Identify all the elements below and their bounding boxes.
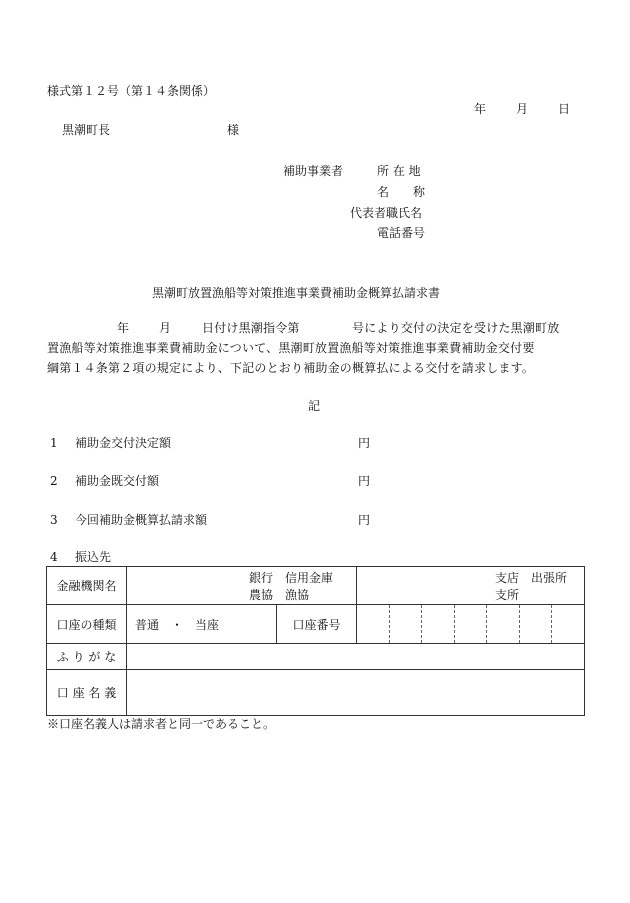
branch-types-2: 支所: [495, 587, 520, 602]
account-types[interactable]: 普通 ・ 当座: [127, 605, 277, 644]
body-month: 月: [159, 321, 172, 335]
furigana-row: [47, 644, 585, 670]
representative-label: 代表者職氏名: [350, 206, 423, 220]
digit-box[interactable]: [551, 605, 584, 643]
digit-box[interactable]: [486, 605, 519, 643]
applicant-label: 補助事業者: [283, 164, 344, 178]
request-body: [47, 318, 587, 378]
digit-box[interactable]: [389, 605, 422, 643]
body-year: 年: [117, 321, 130, 335]
account-row: [47, 605, 585, 644]
digit-box[interactable]: [357, 605, 389, 643]
holder-note: ※口座名義人は請求者と同一であること。: [47, 717, 276, 731]
holder-label: 口 座 名 義: [47, 670, 127, 716]
form-number: 様式第１２号（第１４条関係）: [47, 84, 216, 98]
body-line-2: 置漁船等対策推進事業費補助金について、黒潮町放置漁船等対策推進事業費補助金交付要: [47, 341, 535, 355]
item-1-unit: 円: [358, 436, 371, 450]
transfer-number: 4: [50, 550, 58, 564]
addressee-name: 黒潮町長: [62, 123, 111, 137]
item-2-number: 2: [50, 474, 58, 488]
bank-transfer-table: [46, 566, 585, 716]
item-2-label: 補助金既交付額: [75, 474, 160, 488]
branch-types-1: 支店 出張所: [495, 570, 568, 585]
branch-name-cell[interactable]: [357, 567, 585, 605]
furigana-field[interactable]: [127, 644, 585, 670]
body-directive: 日付け黒潮指令第: [202, 321, 300, 335]
item-2-unit: 円: [358, 474, 371, 488]
name-label: 名 称: [377, 185, 426, 199]
addressee-honorific: 様: [227, 123, 240, 137]
ki-heading: 記: [308, 399, 321, 413]
account-number-digits[interactable]: [357, 605, 585, 644]
item-3-number: 3: [50, 513, 58, 527]
institution-row: [47, 567, 585, 605]
transfer-label: 振込先: [75, 550, 112, 564]
date-month: 月: [516, 102, 529, 116]
bank-types-2: 農協 漁協: [249, 587, 310, 602]
address-label: 所 在 地: [377, 164, 421, 178]
item-1-label: 補助金交付決定額: [75, 436, 172, 450]
account-type-label: 口座の種類: [47, 605, 127, 644]
document-title: 黒潮町放置漁船等対策推進事業費補助金概算払請求書: [152, 286, 441, 300]
digit-box[interactable]: [519, 605, 552, 643]
holder-row: [47, 670, 585, 716]
furigana-label: ふ り が な: [47, 644, 127, 670]
body-line-3: 綱第１４条第２項の規定により、下記のとおり補助金の概算払による交付を請求します。: [47, 361, 535, 375]
account-number-label: 口座番号: [277, 605, 357, 644]
date-year: 年: [474, 102, 487, 116]
body-decision: 号により交付の決定を受けた黒潮町放: [352, 321, 560, 335]
item-1-number: 1: [50, 436, 58, 450]
digit-box[interactable]: [454, 605, 487, 643]
bank-name-cell[interactable]: [127, 567, 357, 605]
digit-box[interactable]: [421, 605, 454, 643]
phone-label: 電話番号: [377, 226, 426, 240]
date-day: 日: [558, 102, 571, 116]
institution-label: 金融機関名: [47, 567, 127, 605]
holder-field[interactable]: [127, 670, 585, 716]
bank-types-1: 銀行 信用金庫: [249, 570, 334, 585]
item-3-label: 今回補助金概算払請求額: [75, 513, 208, 527]
item-3-unit: 円: [358, 513, 371, 527]
